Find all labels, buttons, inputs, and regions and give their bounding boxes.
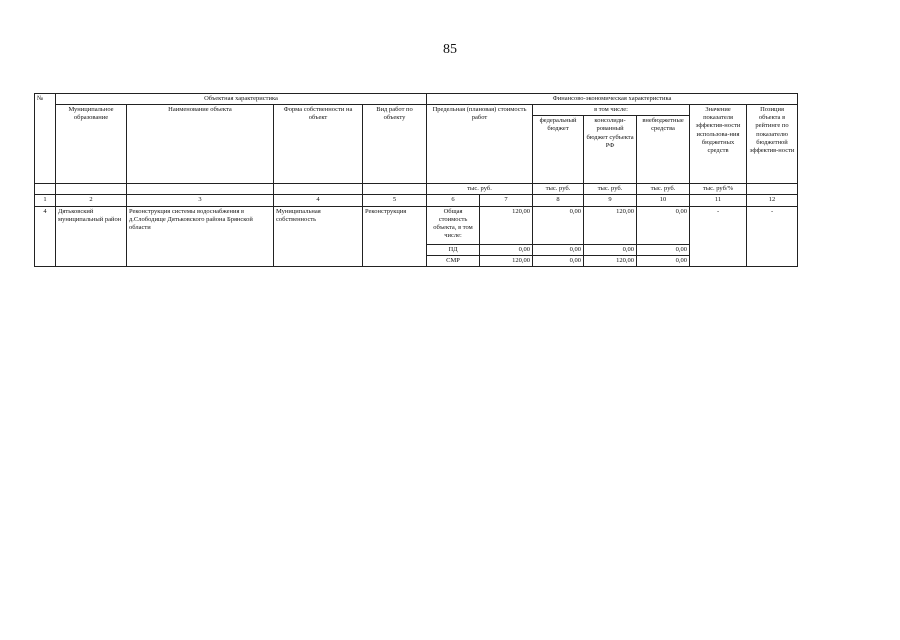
col-number: 5: [363, 195, 427, 206]
unit-indicator: тыс. руб/%: [690, 184, 747, 195]
page-number: 85: [443, 42, 457, 57]
pd-extrabudget: 0,00: [637, 244, 690, 255]
smr-cost: 120,00: [480, 255, 533, 266]
row-municipality: Дятьковский муниципальный район: [56, 206, 127, 266]
unit-cost: тыс. руб.: [427, 184, 533, 195]
unit-empty: [747, 184, 798, 195]
unit-empty: [363, 184, 427, 195]
unit-consolidated: тыс. руб.: [584, 184, 637, 195]
col-number: 10: [637, 195, 690, 206]
col-number: 2: [56, 195, 127, 206]
header-limit-cost: Предельная (плановая) стоимость работ: [427, 105, 533, 184]
header-work-type: Вид работ по объекту: [363, 105, 427, 184]
row-ownership: Муниципальная собственность: [274, 206, 363, 266]
financial-table: [34, 93, 798, 267]
unit-empty: [127, 184, 274, 195]
row-indicator: -: [690, 206, 747, 266]
col-number: 12: [747, 195, 798, 206]
header-federal: федеральный бюджет: [533, 116, 584, 184]
unit-federal: тыс. руб.: [533, 184, 584, 195]
total-label: Общая стоимость объекта, в том числе:: [427, 206, 480, 244]
unit-empty: [274, 184, 363, 195]
smr-federal: 0,00: [533, 255, 584, 266]
header-num: №: [35, 94, 56, 184]
header-position: Позиция объекта в рейтинге по показателю бюджетной эффектив-ности: [747, 105, 798, 184]
header-indicator: Значение показателя эффектив-ности использова-ния бюджетных средств: [690, 105, 747, 184]
total-extrabudget: 0,00: [637, 206, 690, 244]
col-number: 7: [480, 195, 533, 206]
header-object-characteristic: Объектная характеристика: [56, 94, 427, 105]
col-number: 8: [533, 195, 584, 206]
total-consolidated: 120,00: [584, 206, 637, 244]
header-financial-characteristic: Финансово-экономическая характеристика: [427, 94, 798, 105]
header-municipality: Муниципальное образование: [56, 105, 127, 184]
header-consolidated: консолиди-рованный бюджет субъекта РФ: [584, 116, 637, 184]
smr-extrabudget: 0,00: [637, 255, 690, 266]
unit-extrabudget: тыс. руб.: [637, 184, 690, 195]
total-cost: 120,00: [480, 206, 533, 244]
header-ownership: Форма собственности на объект: [274, 105, 363, 184]
row-num: 4: [35, 206, 56, 266]
col-number: 1: [35, 195, 56, 206]
total-federal: 0,00: [533, 206, 584, 244]
header-including: в том числе:: [533, 105, 690, 116]
col-number: 6: [427, 195, 480, 206]
row-work-type: Реконструкция: [363, 206, 427, 266]
pd-consolidated: 0,00: [584, 244, 637, 255]
pd-cost: 0,00: [480, 244, 533, 255]
pd-label: ПД: [427, 244, 480, 255]
unit-empty: [35, 184, 56, 195]
smr-label: СМР: [427, 255, 480, 266]
col-number: 11: [690, 195, 747, 206]
pd-federal: 0,00: [533, 244, 584, 255]
col-number: 4: [274, 195, 363, 206]
col-number: 9: [584, 195, 637, 206]
smr-consolidated: 120,00: [584, 255, 637, 266]
header-extrabudget: внебюджетные средства: [637, 116, 690, 184]
header-object-name: Наименование объекта: [127, 105, 274, 184]
row-position: -: [747, 206, 798, 266]
col-number: 3: [127, 195, 274, 206]
row-object-name: Реконструкция системы водоснабжения в д.Слободище Дятьковского района Брянской области: [127, 206, 274, 266]
unit-empty: [56, 184, 127, 195]
